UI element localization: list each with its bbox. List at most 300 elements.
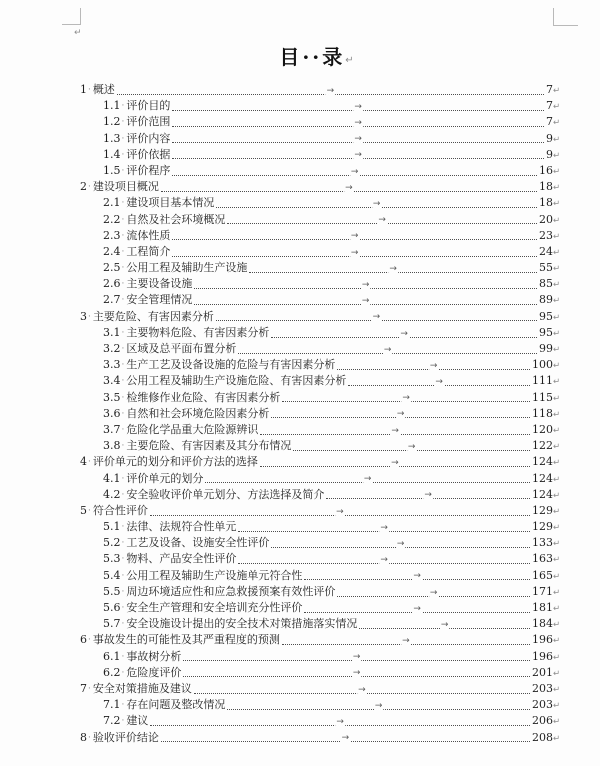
toc-entry-page: 16 (539, 163, 553, 177)
paragraph-mark-icon: ↵ (553, 118, 561, 129)
toc-entry-page: 203 (532, 681, 553, 695)
toc-entry-number: 1 (80, 83, 87, 96)
toc-entry[interactable] (80, 406, 561, 422)
toc-leader-dots (194, 684, 530, 695)
toc-entry-page: 124 (532, 471, 553, 485)
paragraph-mark-icon: ↵ (553, 474, 561, 485)
tab-arrow-icon: → (361, 296, 370, 307)
toc-entry-number: 4 (80, 455, 87, 469)
toc-entry-number: 5.2 (103, 536, 121, 550)
toc-entry[interactable] (80, 341, 561, 357)
tab-arrow-icon: → (378, 215, 386, 226)
toc-entry[interactable] (80, 212, 561, 228)
space-mark-icon: · (88, 635, 91, 646)
space-mark-icon: · (121, 101, 125, 112)
tab-arrow-icon: → (374, 700, 383, 711)
toc-entry-number: 2.3 (103, 228, 121, 242)
tab-arrow-icon: → (400, 328, 408, 339)
toc-entry-title: 流体性质 (126, 228, 171, 242)
paragraph-mark-icon: ↵ (553, 328, 561, 339)
paragraph-mark-icon: ↵ (553, 215, 561, 226)
toc-list (80, 82, 561, 746)
toc-leader-dots (150, 717, 530, 727)
toc-entry[interactable] (80, 373, 561, 389)
space-mark-icon: · (121, 408, 125, 419)
paragraph-mark-icon: ↵ (553, 134, 561, 145)
paragraph-mark-icon: ↵ (553, 425, 561, 436)
space-mark-icon: · (121, 392, 125, 403)
toc-entry-title: 危险度评价 (126, 665, 182, 679)
toc-entry-number: 7 (80, 681, 87, 695)
tab-arrow-icon: → (372, 312, 381, 323)
toc-entry-page: 7 (546, 83, 553, 96)
space-mark-icon: · (121, 133, 125, 144)
toc-entry-title: 验收评价结论 (92, 730, 159, 744)
toc-entry-page: 100 (532, 358, 553, 372)
paragraph-mark-icon: ↵ (553, 555, 561, 566)
toc-entry-number: 3.3 (103, 358, 121, 372)
toc-leader-dots (293, 441, 530, 452)
space-mark-icon: · (121, 263, 125, 274)
paragraph-mark-icon: ↵ (553, 490, 561, 501)
toc-leader-dots (304, 603, 530, 614)
paragraph-mark-icon: ↵ (553, 652, 561, 663)
toc-entry-page: 133 (532, 536, 553, 550)
toc-leader-dots (337, 587, 530, 598)
toc-entry-number: 2.2 (103, 212, 121, 226)
toc-leader-dots (260, 458, 530, 468)
toc-leader-dots (304, 571, 530, 582)
space-mark-icon: · (121, 214, 125, 225)
toc-entry-page: 201 (532, 665, 553, 679)
toc-leader-dots (205, 474, 530, 485)
space-mark-icon: · (88, 732, 91, 743)
toc-leader-dots (150, 506, 530, 517)
space-mark-icon: · (121, 441, 125, 452)
toc-entry-title: 评价单元的划分 (126, 471, 204, 485)
toc-entry-page: 203 (532, 698, 553, 712)
toc-entry-title: 评价内容 (126, 131, 171, 145)
toc-entry-title: 主要物料危险、有害因素分析 (126, 325, 270, 339)
toc-entry-title: 法律、法规符合性单元 (126, 520, 237, 534)
paragraph-mark-icon: ↵ (553, 604, 561, 614)
toc-entry-page: 55 (539, 261, 553, 275)
toc-entry[interactable] (80, 438, 561, 454)
tab-arrow-icon: → (341, 733, 350, 744)
toc-entry-page: 122 (532, 439, 553, 453)
toc-entry-number: 1.2 (103, 115, 121, 129)
toc-entry-title: 生产工艺及设备设施的危险与有害因素分析 (126, 358, 336, 372)
toc-entry-title: 自然及社会环境概况 (126, 212, 226, 226)
tab-arrow-icon: → (350, 231, 359, 242)
toc-entry[interactable] (80, 487, 561, 503)
toc-entry-page: 124 (532, 455, 553, 469)
paragraph-mark-icon: ↵ (553, 701, 561, 712)
space-mark-icon: · (88, 683, 91, 694)
toc-entry-number: 3.4 (103, 374, 121, 388)
paragraph-mark-icon: ↵ (553, 539, 561, 550)
tab-arrow-icon: → (440, 619, 449, 630)
paragraph-mark-icon: ↵ (553, 183, 561, 194)
paragraph-mark-icon: ↵ (553, 571, 561, 582)
toc-entry-title: 物料、产品安全性评价 (126, 552, 237, 566)
paragraph-mark-icon: ↵ (553, 199, 561, 210)
space-mark-icon: · (121, 522, 125, 533)
toc-leader-dots (271, 538, 530, 549)
toc-entry-title: 周边环境适应性和应急救援预案有效性评价 (126, 584, 336, 598)
toc-leader-dots (161, 182, 537, 193)
tab-arrow-icon: → (352, 668, 361, 679)
toc-entry-page: 124 (532, 487, 553, 501)
space-mark-icon: · (121, 619, 125, 630)
toc-entry-number: 2.6 (103, 277, 121, 291)
toc-entry-number: 6.1 (103, 649, 121, 663)
toc-entry-title: 概述 (92, 83, 115, 96)
toc-entry-page: 18 (539, 180, 553, 194)
tab-arrow-icon: → (407, 441, 416, 452)
toc-entry-title: 事故树分析 (126, 649, 182, 663)
tab-arrow-icon: → (352, 652, 361, 663)
space-mark-icon: · (121, 198, 125, 209)
toc-entry[interactable] (80, 568, 561, 584)
toc-entry[interactable] (80, 195, 561, 211)
toc-leader-dots (172, 150, 544, 161)
space-mark-icon: · (121, 716, 125, 727)
toc-entry-page: 9 (546, 147, 553, 161)
toc-entry-title: 评价范围 (126, 115, 171, 129)
toc-entry[interactable] (80, 649, 561, 665)
space-mark-icon: · (121, 424, 125, 435)
toc-entry-number: 8 (80, 730, 87, 744)
tab-arrow-icon: → (354, 134, 362, 145)
toc-leader-dots (326, 490, 530, 501)
toc-entry[interactable] (80, 600, 561, 616)
paragraph-mark-icon: ↵ (553, 102, 561, 113)
toc-entry-page: 23 (539, 228, 553, 242)
tab-arrow-icon: → (363, 474, 372, 485)
toc-entry[interactable] (80, 292, 561, 308)
tab-arrow-icon: → (350, 166, 359, 177)
tab-arrow-icon: → (336, 506, 344, 517)
tab-arrow-icon: → (345, 182, 353, 193)
tab-arrow-icon: → (429, 587, 438, 598)
toc-entry-number: 3.5 (103, 390, 121, 404)
toc-entry-title: 评价程序 (126, 163, 171, 177)
toc-entry-page: 118 (532, 406, 553, 420)
toc-entry-title: 公用工程及辅助生产设施危险、有害因素分析 (126, 374, 347, 388)
toc-entry-number: 3.2 (103, 342, 121, 355)
toc-entry[interactable] (80, 697, 561, 713)
toc-entry-number: 7.1 (103, 698, 121, 712)
toc-entry-number: 1.5 (103, 163, 121, 177)
toc-entry-number: 1.3 (103, 131, 121, 145)
paragraph-mark-icon: ↵ (74, 28, 82, 38)
toc-entry-title: 评价目的 (126, 99, 171, 113)
tab-arrow-icon: → (391, 458, 399, 468)
toc-entry-number: 5.3 (103, 552, 121, 566)
toc-leader-dots (282, 636, 530, 647)
paragraph-mark-icon: ↵ (553, 636, 561, 647)
paragraph-mark-icon: ↵ (553, 393, 561, 404)
toc-leader-dots (238, 555, 530, 566)
tab-arrow-icon: → (358, 684, 366, 695)
page-title (80, 45, 553, 69)
paragraph-mark-icon: ↵ (553, 523, 561, 534)
toc-entry[interactable] (80, 665, 561, 681)
toc-entry-title: 自然和社会环境危险因素分析 (126, 406, 270, 420)
toc-entry[interactable] (80, 713, 561, 729)
toc-entry-number: 2 (80, 180, 87, 194)
toc-entry-title: 公用工程及辅助生产设施单元符合性 (126, 568, 303, 582)
tab-arrow-icon: → (391, 425, 399, 436)
toc-entry-number: 6 (80, 633, 87, 647)
toc-leader-dots (271, 409, 530, 420)
tab-arrow-icon: → (396, 409, 405, 420)
toc-entry[interactable] (80, 422, 561, 438)
tab-arrow-icon: → (396, 538, 405, 549)
toc-entry-page: 165 (532, 568, 553, 582)
toc-entry-page: 18 (539, 196, 553, 210)
toc-entry-number: 5.6 (103, 601, 121, 614)
toc-entry[interactable] (80, 535, 561, 551)
toc-leader-dots (238, 344, 537, 355)
paragraph-mark-icon: ↵ (553, 231, 561, 242)
toc-entry-page: 111 (532, 374, 553, 388)
space-mark-icon: · (88, 182, 91, 193)
tab-arrow-icon: → (413, 571, 421, 582)
paragraph-mark-icon: ↵ (553, 345, 561, 355)
space-mark-icon: · (88, 457, 91, 468)
paragraph-mark-icon: ↵ (553, 506, 561, 517)
toc-entry-number: 6.2 (103, 665, 121, 679)
toc-entry-title: 危险化学品重大危险源辨识 (126, 422, 259, 436)
tab-arrow-icon: → (354, 118, 362, 129)
toc-entry-page: 171 (532, 584, 553, 598)
toc-entry[interactable] (80, 681, 561, 697)
paragraph-mark-icon: ↵ (553, 264, 561, 275)
toc-entry-number: 5.5 (103, 584, 121, 598)
paragraph-mark-icon: ↵ (553, 280, 561, 291)
toc-entry[interactable] (80, 471, 561, 487)
space-mark-icon: · (121, 165, 125, 176)
space-mark-icon: · (121, 344, 125, 354)
toc-entry-number: 4.2 (103, 487, 121, 501)
space-mark-icon: · (121, 230, 125, 241)
paragraph-mark-icon: ↵ (553, 684, 561, 695)
space-mark-icon: · (121, 603, 125, 613)
toc-entry-page: 181 (532, 601, 553, 614)
toc-leader-dots (172, 118, 544, 129)
paragraph-mark-icon: ↵ (553, 247, 561, 258)
toc-entry-page: 99 (539, 342, 553, 355)
paragraph-mark-icon: ↵ (553, 717, 561, 728)
toc-entry-page: 129 (532, 503, 553, 517)
toc-entry-page: 120 (532, 422, 553, 436)
toc-entry-title: 主要设备设施 (126, 277, 193, 291)
space-mark-icon: · (121, 554, 125, 565)
space-mark-icon: · (121, 473, 125, 484)
toc-leader-dots (172, 247, 537, 258)
tab-arrow-icon: → (389, 263, 397, 274)
toc-entry[interactable] (80, 260, 561, 276)
toc-leader-dots (183, 652, 530, 663)
crop-mark-top-right-icon (553, 8, 578, 26)
toc-entry[interactable] (80, 730, 561, 746)
paragraph-mark-icon: ↵ (553, 150, 561, 161)
space-mark-icon: · (88, 311, 91, 322)
toc-entry-page: 95 (539, 309, 553, 323)
tab-arrow-icon: → (354, 150, 362, 161)
toc-entry[interactable] (80, 357, 561, 373)
space-mark-icon: · (121, 570, 125, 581)
toc-leader-dots (194, 296, 537, 307)
toc-entry-page: 206 (532, 714, 553, 728)
toc-leader-dots (172, 101, 544, 112)
toc-leader-dots (359, 619, 530, 630)
toc-leader-dots (337, 360, 530, 371)
toc-entry-title: 安全设施设计提出的安全技术对策措施落实情况 (126, 617, 358, 631)
toc-entry-number: 1.1 (103, 99, 121, 113)
toc-entry[interactable] (80, 390, 561, 406)
toc-entry[interactable] (80, 519, 561, 535)
toc-entry-page: 7 (546, 115, 553, 129)
tab-arrow-icon: → (435, 377, 443, 388)
space-mark-icon: · (121, 586, 125, 597)
tab-arrow-icon: → (336, 717, 344, 727)
page-title-text: 目··录 (279, 45, 346, 69)
toc-entry-title: 符合性评价 (92, 503, 148, 517)
toc-leader-dots (227, 700, 530, 711)
paragraph-mark-icon: ↵ (553, 733, 561, 744)
toc-entry-page: 89 (539, 293, 553, 307)
toc-entry-title: 区域及总平面布置分析 (126, 342, 237, 355)
toc-leader-dots (172, 134, 544, 145)
toc-entry[interactable] (80, 276, 561, 292)
toc-entry-page: 163 (532, 552, 553, 566)
toc-leader-dots (216, 199, 537, 209)
toc-entry[interactable] (80, 114, 561, 130)
toc-entry-page: 20 (539, 212, 553, 226)
toc-entry-page: 85 (539, 277, 553, 291)
toc-leader-dots (172, 166, 537, 177)
toc-entry-number: 5.4 (103, 568, 121, 582)
toc-entry-number: 5.7 (103, 617, 121, 631)
toc-entry-page: 95 (539, 325, 553, 339)
toc-entry-page: 208 (532, 730, 553, 744)
toc-entry[interactable] (80, 325, 561, 341)
toc-entry-number: 3.8 (103, 439, 121, 453)
paragraph-mark-icon: ↵ (553, 668, 561, 679)
space-mark-icon: · (121, 246, 125, 257)
toc-entry-number: 3 (80, 309, 87, 323)
space-mark-icon: · (121, 360, 125, 371)
toc-leader-dots (260, 425, 530, 436)
paragraph-mark-icon: ↵ (553, 409, 561, 420)
crop-mark-top-left-icon (62, 8, 81, 25)
toc-leader-dots (282, 393, 530, 404)
toc-leader-dots (271, 328, 537, 339)
toc-entry-title: 安全生产管理和安全培训充分性评价 (126, 601, 303, 614)
tab-arrow-icon: → (361, 279, 370, 290)
paragraph-mark-icon: ↵ (553, 361, 561, 372)
toc-entry-title: 建设项目基本情况 (126, 196, 215, 210)
space-mark-icon: · (121, 149, 125, 160)
toc-entry[interactable] (80, 147, 561, 163)
toc-entry[interactable] (80, 616, 561, 632)
toc-entry-number: 4.1 (103, 471, 121, 485)
tab-arrow-icon: → (354, 101, 362, 112)
toc-leader-dots (348, 377, 530, 388)
space-mark-icon: · (88, 85, 91, 95)
toc-leader-dots (227, 215, 537, 226)
tab-arrow-icon: → (372, 199, 381, 209)
paragraph-mark-icon: ↵ (553, 442, 561, 453)
toc-entry[interactable] (80, 454, 561, 470)
tab-arrow-icon: → (380, 555, 388, 566)
toc-entry-number: 5 (80, 503, 87, 517)
space-mark-icon: · (121, 489, 125, 500)
toc-entry-number: 3.1 (103, 325, 121, 339)
toc-entry-number: 7.2 (103, 714, 121, 728)
toc-entry[interactable] (80, 98, 561, 114)
toc-leader-dots (183, 668, 530, 679)
toc-entry-title: 检维修作业危险、有害因素分析 (126, 390, 281, 404)
toc-leader-dots (216, 312, 537, 323)
toc-entry-title: 安全对策措施及建议 (92, 681, 192, 695)
toc-entry[interactable] (80, 163, 561, 179)
toc-entry-number: 2.5 (103, 261, 121, 275)
toc-entry-number: 2.1 (103, 196, 121, 210)
toc-entry[interactable] (80, 131, 561, 147)
tab-arrow-icon: → (413, 603, 421, 614)
tab-arrow-icon: → (326, 85, 335, 96)
toc-entry-page: 196 (532, 649, 553, 663)
toc-entry-title: 工程简介 (126, 244, 171, 258)
toc-entry-number: 3.7 (103, 422, 121, 436)
toc-entry-title: 安全验收评价单元划分、方法选择及简介 (126, 487, 325, 501)
toc-entry-page: 184 (532, 617, 553, 631)
toc-entry[interactable] (80, 82, 561, 98)
toc-entry-number: 5.1 (103, 520, 121, 534)
toc-entry[interactable] (80, 551, 561, 567)
space-mark-icon: · (121, 376, 125, 387)
tab-arrow-icon: → (402, 636, 410, 647)
toc-entry[interactable] (80, 632, 561, 648)
space-mark-icon: · (121, 295, 125, 306)
toc-entry-title: 建设项目概况 (92, 180, 159, 194)
tab-arrow-icon: → (380, 522, 388, 533)
toc-leader-dots (172, 231, 537, 242)
toc-entry[interactable] (80, 584, 561, 600)
toc-leader-dots (161, 733, 530, 744)
toc-entry-page: 129 (532, 520, 553, 534)
toc-entry-number: 2.7 (103, 293, 121, 307)
toc-entry[interactable] (80, 503, 561, 519)
toc-entry-title: 评价单元的划分和评价方法的选择 (92, 455, 258, 469)
toc-entry-title: 工艺及设备、设施安全性评价 (126, 536, 270, 550)
toc-entry[interactable] (80, 228, 561, 244)
paragraph-mark-icon: ↵ (553, 86, 561, 96)
paragraph-mark-icon: ↵ (553, 166, 561, 177)
toc-entry[interactable] (80, 244, 561, 260)
toc-entry-number: 1.4 (103, 147, 121, 161)
paragraph-mark-icon: ↵ (553, 296, 561, 307)
toc-entry-title: 公用工程及辅助生产设施 (126, 261, 248, 275)
space-mark-icon: · (121, 538, 125, 549)
toc-entry[interactable] (80, 309, 561, 325)
toc-entry-page: 7 (546, 99, 553, 113)
toc-entry[interactable] (80, 179, 561, 195)
